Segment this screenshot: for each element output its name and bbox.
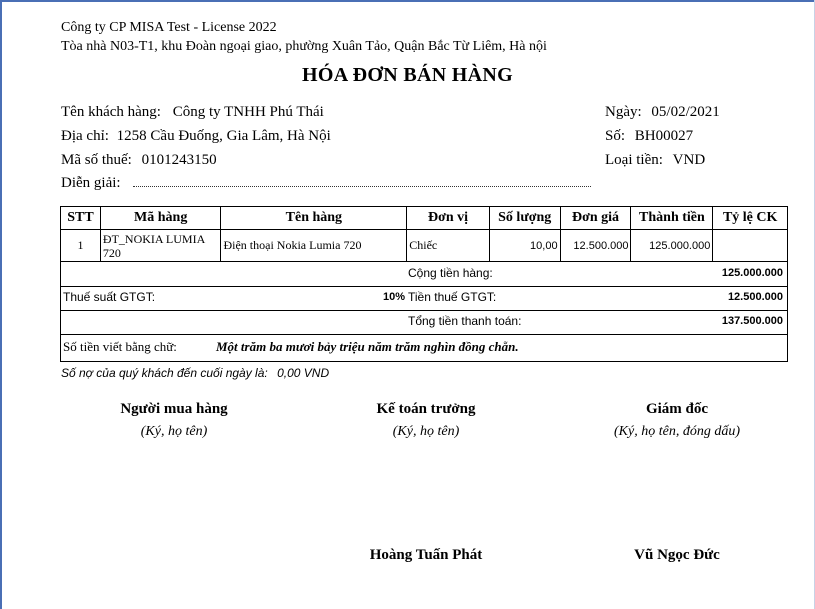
vat-amount-label: Tiền thuế GTGT: <box>408 290 497 304</box>
customer-address-label: Địa chỉ: <box>61 128 109 144</box>
signature-accountant-note: (Ký, họ tên) <box>392 424 460 439</box>
window-top-border <box>0 0 815 2</box>
header-amount: Thành tiền <box>631 207 713 230</box>
header-price: Đơn giá <box>560 207 631 230</box>
grand-total-row <box>60 310 788 335</box>
row-quantity: 10,00 <box>489 230 560 262</box>
signature-accountant-title: Kế toán trưởng <box>376 401 476 417</box>
signature-director-name: Vũ Ngọc Đức <box>634 547 720 563</box>
customer-name-label: Tên khách hàng: <box>61 104 161 120</box>
subtotal-row <box>60 262 788 287</box>
amount-in-words-label: Số tiền viết bằng chữ: <box>63 339 177 354</box>
date-label: Ngày: <box>605 104 642 120</box>
page-title: HÓA ĐƠN BÁN HÀNG <box>302 64 513 86</box>
vat-rate-value: 10% <box>383 291 406 303</box>
table-row <box>61 230 788 262</box>
currency-value: VND <box>672 152 706 168</box>
currency-row <box>605 152 705 169</box>
debt-note <box>61 366 329 380</box>
header-discount: Tỷ lệ CK <box>713 207 788 230</box>
customer-name-value: Công ty TNHH Phú Thái <box>172 104 324 120</box>
amount-in-words-value: Một trăm ba mươi bảy triệu năm trăm nghìn đồng chẵn. <box>216 339 519 354</box>
date-row <box>605 104 720 121</box>
invoice-number-label: Số: <box>605 128 626 144</box>
row-discount <box>713 230 788 262</box>
signature-buyer-title: Người mua hàng <box>120 401 228 417</box>
header-code: Mã hàng <box>100 207 221 230</box>
items-table <box>60 206 788 262</box>
row-code: ĐT_NOKIA LUMIA 720 <box>100 230 221 262</box>
grand-total-label: Tổng tiền thanh toán: <box>408 314 522 328</box>
tax-code-row <box>61 152 217 169</box>
subtotal-value: 125.000.000 <box>721 267 783 279</box>
vat-amount-value: 12.500.000 <box>727 291 783 303</box>
amount-in-words-row <box>60 334 788 362</box>
signature-director-title: Giám đốc <box>645 401 709 417</box>
date-value: 05/02/2021 <box>651 104 720 120</box>
row-price: 12.500.000 <box>560 230 631 262</box>
subtotal-label: Cộng tiền hàng: <box>408 266 493 280</box>
debt-label: Số nợ của quý khách đến cuối ngày là: <box>61 366 268 380</box>
window-left-border <box>0 0 2 609</box>
customer-address-row <box>61 128 331 145</box>
row-stt: 1 <box>61 230 101 262</box>
customer-address-value: 1258 Cầu Đuống, Gia Lâm, Hà Nội <box>116 128 331 144</box>
row-unit: Chiếc <box>407 230 490 262</box>
table-header-row <box>61 207 788 230</box>
seller-company: Công ty CP MISA Test - License 2022 <box>61 20 277 35</box>
vat-row <box>60 286 788 311</box>
row-amount: 125.000.000 <box>631 230 713 262</box>
invoice-number-row <box>605 128 693 145</box>
signature-accountant-name: Hoàng Tuấn Phát <box>369 547 483 563</box>
customer-name-row <box>61 104 324 121</box>
row-name: Điện thoại Nokia Lumia 720 <box>221 230 407 262</box>
debt-value: 0,00 VND <box>277 366 330 380</box>
seller-address: Tòa nhà N03-T1, khu Đoàn ngoại giao, phường Xuân Tảo, Quận Bắc Từ Liêm, Hà nội <box>61 39 547 54</box>
header-unit: Đơn vị <box>407 207 490 230</box>
description-dotted-line <box>133 186 591 187</box>
invoice-number-value: BH00027 <box>634 128 694 144</box>
signature-buyer-note: (Ký, họ tên) <box>140 424 208 439</box>
currency-label: Loại tiền: <box>605 152 663 168</box>
header-name: Tên hàng <box>221 207 407 230</box>
vat-rate-label: Thuế suất GTGT: <box>63 290 156 304</box>
description-label: Diễn giải: <box>61 175 121 191</box>
signature-director-note: (Ký, họ tên, đóng dấu) <box>614 424 740 439</box>
grand-total-value: 137.500.000 <box>721 315 783 327</box>
header-stt: STT <box>61 207 101 230</box>
header-quantity: Số lượng <box>489 207 560 230</box>
tax-code-label: Mã số thuế: <box>61 152 132 168</box>
tax-code-value: 0101243150 <box>141 152 217 168</box>
